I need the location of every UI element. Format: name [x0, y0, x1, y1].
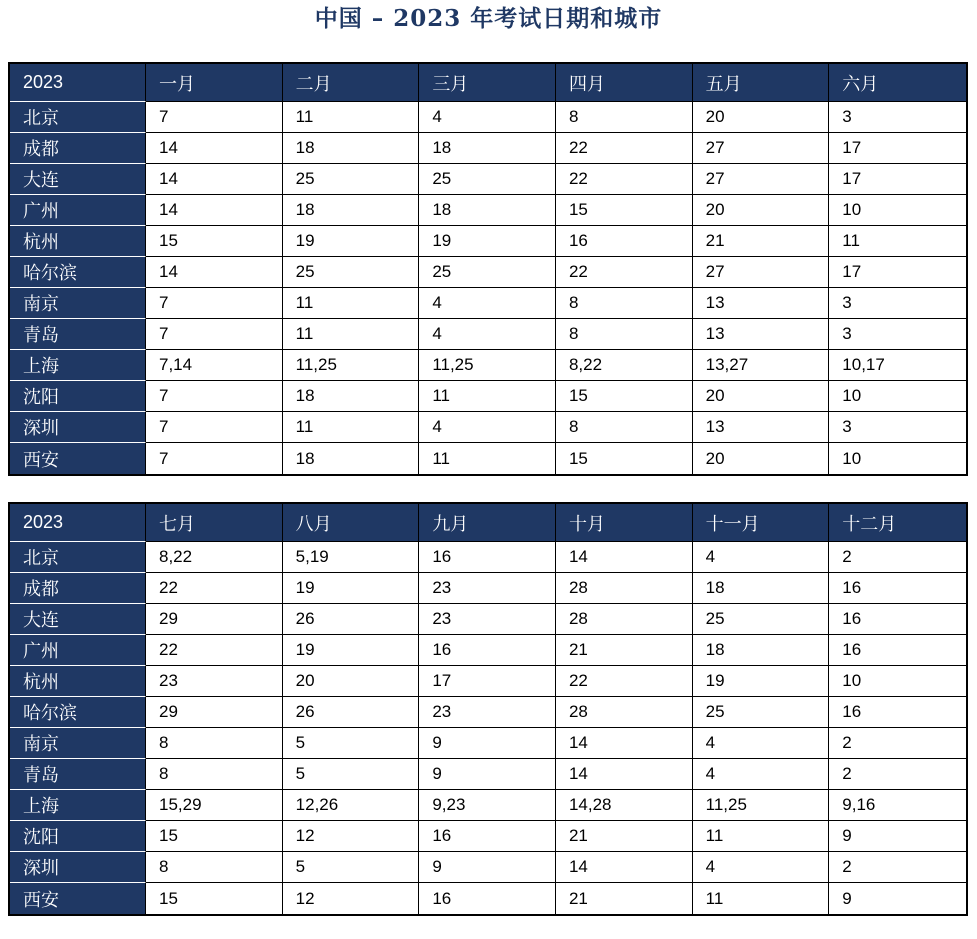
- date-cell: 19: [283, 635, 420, 666]
- table-body: [10, 542, 966, 914]
- date-cell: 15: [146, 226, 283, 257]
- date-cell: 10: [829, 381, 966, 412]
- exam-table-jan-jun: [8, 62, 968, 476]
- month-header-cell: 一月: [146, 64, 283, 102]
- date-cell: 12,26: [283, 790, 420, 821]
- date-cell: 15: [556, 195, 693, 226]
- table-row: [10, 102, 966, 133]
- date-cell: 8,22: [556, 350, 693, 381]
- date-cell: 11,25: [693, 790, 830, 821]
- date-cell: 14: [556, 728, 693, 759]
- date-cell: 20: [693, 102, 830, 133]
- date-cell: 9: [829, 883, 966, 914]
- date-cell: 26: [283, 604, 420, 635]
- date-cell: 5: [283, 852, 420, 883]
- date-cell: 17: [829, 164, 966, 195]
- date-cell: 16: [419, 821, 556, 852]
- city-header-cell: 广州: [10, 195, 146, 226]
- month-header-cell: 六月: [829, 64, 966, 102]
- date-cell: 14: [146, 164, 283, 195]
- city-header-cell: 北京: [10, 102, 146, 133]
- date-cell: 12: [283, 821, 420, 852]
- table-row: [10, 604, 966, 635]
- date-cell: 18: [283, 195, 420, 226]
- month-header-cell: 四月: [556, 64, 693, 102]
- date-cell: 2: [829, 542, 966, 573]
- date-cell: 16: [829, 697, 966, 728]
- date-cell: 18: [693, 635, 830, 666]
- date-cell: 22: [556, 666, 693, 697]
- table-row: [10, 319, 966, 350]
- date-cell: 18: [419, 133, 556, 164]
- date-cell: 19: [693, 666, 830, 697]
- table-row: [10, 790, 966, 821]
- date-cell: 18: [693, 573, 830, 604]
- table-row: [10, 759, 966, 790]
- exam-table-jul-dec: [8, 502, 968, 916]
- date-cell: 14: [556, 852, 693, 883]
- date-cell: 14: [146, 133, 283, 164]
- date-cell: 21: [556, 883, 693, 914]
- date-cell: 20: [283, 666, 420, 697]
- date-cell: 8,22: [146, 542, 283, 573]
- city-header-cell: 上海: [10, 350, 146, 381]
- date-cell: 7: [146, 102, 283, 133]
- table-row: [10, 164, 966, 195]
- month-header-cell: 十二月: [829, 504, 966, 542]
- city-header-cell: 青岛: [10, 319, 146, 350]
- table-row: [10, 412, 966, 443]
- date-cell: 4: [419, 102, 556, 133]
- month-header-cell: 二月: [283, 64, 420, 102]
- month-header-cell: 十月: [556, 504, 693, 542]
- date-cell: 7: [146, 288, 283, 319]
- date-cell: 9: [419, 852, 556, 883]
- table-row: [10, 728, 966, 759]
- date-cell: 11,25: [419, 350, 556, 381]
- date-cell: 7: [146, 412, 283, 443]
- year-header-cell: 2023: [10, 504, 146, 542]
- date-cell: 15: [556, 381, 693, 412]
- date-cell: 7: [146, 381, 283, 412]
- date-cell: 10: [829, 195, 966, 226]
- table-row: [10, 195, 966, 226]
- date-cell: 9,16: [829, 790, 966, 821]
- date-cell: 23: [419, 604, 556, 635]
- date-cell: 10,17: [829, 350, 966, 381]
- city-header-cell: 北京: [10, 542, 146, 573]
- date-cell: 2: [829, 728, 966, 759]
- date-cell: 22: [556, 133, 693, 164]
- date-cell: 18: [419, 195, 556, 226]
- city-header-cell: 大连: [10, 164, 146, 195]
- date-cell: 28: [556, 697, 693, 728]
- date-cell: 20: [693, 195, 830, 226]
- date-cell: 16: [829, 573, 966, 604]
- date-cell: 15,29: [146, 790, 283, 821]
- city-header-cell: 南京: [10, 728, 146, 759]
- date-cell: 12: [283, 883, 420, 914]
- date-cell: 16: [419, 635, 556, 666]
- date-cell: 5: [283, 759, 420, 790]
- date-cell: 25: [693, 697, 830, 728]
- date-cell: 22: [556, 257, 693, 288]
- date-cell: 18: [283, 381, 420, 412]
- date-cell: 8: [146, 728, 283, 759]
- city-header-cell: 成都: [10, 133, 146, 164]
- table-row: [10, 666, 966, 697]
- date-cell: 21: [693, 226, 830, 257]
- date-cell: 9,23: [419, 790, 556, 821]
- date-cell: 13: [693, 319, 830, 350]
- date-cell: 10: [829, 443, 966, 474]
- date-cell: 2: [829, 852, 966, 883]
- year-header-cell: 2023: [10, 64, 146, 102]
- date-cell: 11: [693, 883, 830, 914]
- date-cell: 25: [693, 604, 830, 635]
- month-header-cell: 五月: [693, 64, 830, 102]
- date-cell: 2: [829, 759, 966, 790]
- date-cell: 19: [419, 226, 556, 257]
- date-cell: 20: [693, 443, 830, 474]
- date-cell: 7: [146, 319, 283, 350]
- date-cell: 3: [829, 288, 966, 319]
- date-cell: 11: [829, 226, 966, 257]
- date-cell: 27: [693, 164, 830, 195]
- date-cell: 18: [283, 133, 420, 164]
- city-header-cell: 沈阳: [10, 821, 146, 852]
- date-cell: 27: [693, 257, 830, 288]
- date-cell: 11: [419, 443, 556, 474]
- date-cell: 14: [146, 195, 283, 226]
- city-header-cell: 南京: [10, 288, 146, 319]
- date-cell: 14: [556, 759, 693, 790]
- date-cell: 9: [419, 759, 556, 790]
- table-row: [10, 133, 966, 164]
- city-header-cell: 深圳: [10, 412, 146, 443]
- city-header-cell: 杭州: [10, 226, 146, 257]
- table-row: [10, 852, 966, 883]
- month-header-cell: 七月: [146, 504, 283, 542]
- date-cell: 16: [419, 542, 556, 573]
- table-row: [10, 288, 966, 319]
- date-cell: 23: [419, 697, 556, 728]
- date-cell: 22: [146, 635, 283, 666]
- city-header-cell: 大连: [10, 604, 146, 635]
- header-row: [10, 64, 966, 102]
- city-header-cell: 青岛: [10, 759, 146, 790]
- date-cell: 25: [283, 164, 420, 195]
- date-cell: 8: [556, 288, 693, 319]
- date-cell: 17: [829, 257, 966, 288]
- table-row: [10, 381, 966, 412]
- date-cell: 9: [419, 728, 556, 759]
- city-header-cell: 上海: [10, 790, 146, 821]
- date-cell: 8: [556, 102, 693, 133]
- city-header-cell: 杭州: [10, 666, 146, 697]
- date-cell: 3: [829, 319, 966, 350]
- table-row: [10, 257, 966, 288]
- date-cell: 11: [283, 102, 420, 133]
- date-cell: 11: [283, 319, 420, 350]
- date-cell: 23: [419, 573, 556, 604]
- date-cell: 29: [146, 697, 283, 728]
- date-cell: 11: [283, 412, 420, 443]
- date-cell: 4: [693, 542, 830, 573]
- table-header: [10, 64, 966, 102]
- date-cell: 13: [693, 412, 830, 443]
- date-cell: 16: [829, 635, 966, 666]
- city-header-cell: 广州: [10, 635, 146, 666]
- date-cell: 28: [556, 573, 693, 604]
- date-cell: 15: [146, 821, 283, 852]
- date-cell: 17: [419, 666, 556, 697]
- date-cell: 13: [693, 288, 830, 319]
- header-row: [10, 504, 966, 542]
- date-cell: 25: [419, 164, 556, 195]
- month-header-cell: 九月: [419, 504, 556, 542]
- date-cell: 14: [556, 542, 693, 573]
- table-row: [10, 635, 966, 666]
- date-cell: 18: [283, 443, 420, 474]
- date-cell: 25: [283, 257, 420, 288]
- date-cell: 8: [146, 759, 283, 790]
- table-row: [10, 443, 966, 474]
- date-cell: 11: [419, 381, 556, 412]
- date-cell: 28: [556, 604, 693, 635]
- date-cell: 14,28: [556, 790, 693, 821]
- date-cell: 4: [419, 288, 556, 319]
- table-row: [10, 350, 966, 381]
- table-row: [10, 821, 966, 852]
- city-header-cell: 西安: [10, 883, 146, 914]
- date-cell: 5,19: [283, 542, 420, 573]
- page-title: 中国 – 2023 年考试日期和城市: [314, 5, 663, 32]
- table-row: [10, 226, 966, 257]
- date-cell: 16: [556, 226, 693, 257]
- city-header-cell: 沈阳: [10, 381, 146, 412]
- date-cell: 5: [283, 728, 420, 759]
- date-cell: 19: [283, 573, 420, 604]
- date-cell: 27: [693, 133, 830, 164]
- date-cell: 10: [829, 666, 966, 697]
- date-cell: 23: [146, 666, 283, 697]
- date-cell: 17: [829, 133, 966, 164]
- date-cell: 20: [693, 381, 830, 412]
- date-cell: 22: [556, 164, 693, 195]
- date-cell: 4: [693, 728, 830, 759]
- city-header-cell: 哈尔滨: [10, 257, 146, 288]
- date-cell: 14: [146, 257, 283, 288]
- date-cell: 3: [829, 102, 966, 133]
- date-cell: 4: [693, 759, 830, 790]
- date-cell: 9: [829, 821, 966, 852]
- city-header-cell: 哈尔滨: [10, 697, 146, 728]
- month-header-cell: 十一月: [693, 504, 830, 542]
- table-row: [10, 542, 966, 573]
- city-header-cell: 西安: [10, 443, 146, 474]
- date-cell: 4: [693, 852, 830, 883]
- date-cell: 11: [693, 821, 830, 852]
- month-header-cell: 三月: [419, 64, 556, 102]
- city-header-cell: 成都: [10, 573, 146, 604]
- date-cell: 8: [146, 852, 283, 883]
- date-cell: 11: [283, 288, 420, 319]
- table-row: [10, 697, 966, 728]
- date-cell: 15: [146, 883, 283, 914]
- table-row: [10, 883, 966, 914]
- table-header: [10, 504, 966, 542]
- date-cell: 4: [419, 319, 556, 350]
- date-cell: 7,14: [146, 350, 283, 381]
- date-cell: 13,27: [693, 350, 830, 381]
- city-header-cell: 深圳: [10, 852, 146, 883]
- date-cell: 29: [146, 604, 283, 635]
- date-cell: 19: [283, 226, 420, 257]
- date-cell: 21: [556, 635, 693, 666]
- month-header-cell: 八月: [283, 504, 420, 542]
- date-cell: 7: [146, 443, 283, 474]
- date-cell: 4: [419, 412, 556, 443]
- date-cell: 16: [419, 883, 556, 914]
- table-body: [10, 102, 966, 474]
- date-cell: 22: [146, 573, 283, 604]
- date-cell: 15: [556, 443, 693, 474]
- table-row: [10, 573, 966, 604]
- date-cell: 8: [556, 412, 693, 443]
- date-cell: 16: [829, 604, 966, 635]
- date-cell: 11,25: [283, 350, 420, 381]
- date-cell: 21: [556, 821, 693, 852]
- date-cell: 25: [419, 257, 556, 288]
- date-cell: 8: [556, 319, 693, 350]
- date-cell: 3: [829, 412, 966, 443]
- date-cell: 26: [283, 697, 420, 728]
